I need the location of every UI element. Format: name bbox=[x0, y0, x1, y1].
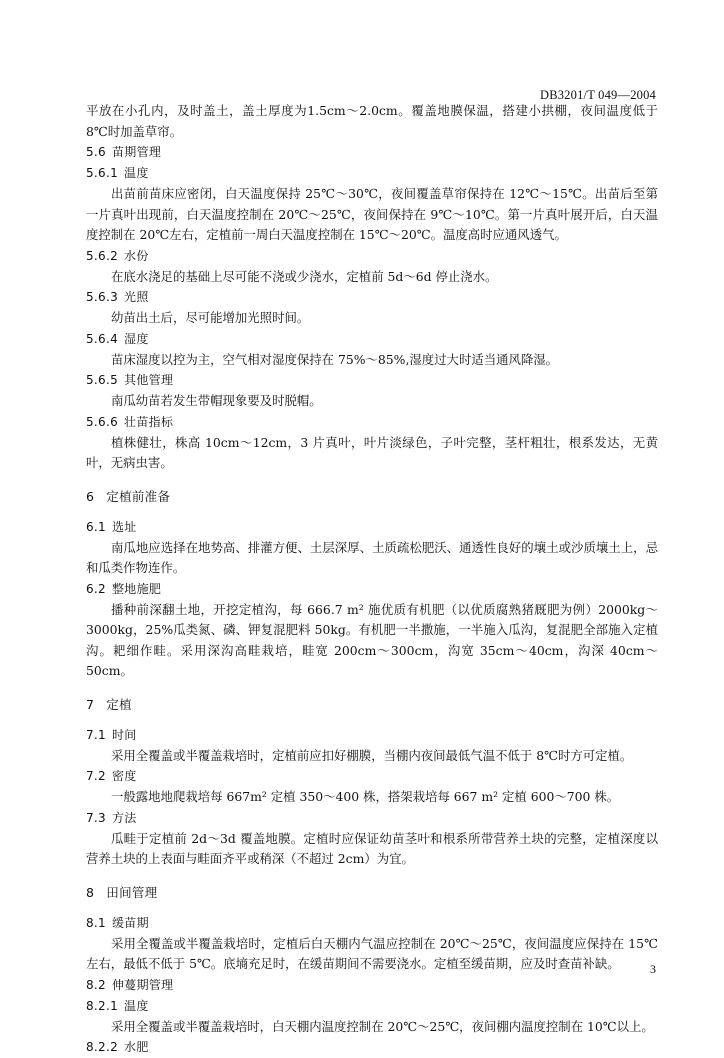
body-paragraph: 采用全覆盖或半覆盖栽培时，白天棚内温度控制在 20℃～25℃，夜间棚内温度控制在 10℃以上。 bbox=[111, 1018, 654, 1034]
heading-title: 水份 bbox=[124, 248, 149, 263]
heading-title: 整地施肥 bbox=[111, 581, 162, 596]
section-heading bbox=[86, 579, 658, 600]
section-heading bbox=[86, 142, 658, 163]
section-heading bbox=[86, 412, 658, 433]
heading-number: 8 bbox=[86, 884, 95, 900]
body-paragraph: 幼苗出土后，尽可能增加光照时间。 bbox=[111, 310, 310, 325]
section-heading bbox=[86, 517, 658, 538]
body-paragraph: 采用全覆盖或半覆盖栽培时，定植前应扣好棚膜，当棚内夜间最低气温不低于 8℃时方可定植。 bbox=[111, 747, 633, 763]
body-paragraph: 平放在小孔内，及时盖土，盖土厚度为1.5cm～2.0cm。覆盖地膜保温，搭建小拱棚，夜间温度低于 8℃时加盖草帘。 bbox=[86, 103, 658, 139]
heading-number: 6.1 bbox=[86, 519, 106, 534]
body-paragraph: 南瓜幼苗若发生带帽现象要及时脱帽。 bbox=[111, 393, 322, 408]
chapter-heading bbox=[86, 882, 658, 903]
heading-number: 5.6.1 bbox=[86, 166, 119, 180]
section-heading bbox=[86, 329, 658, 350]
heading-number: 5.6.2 bbox=[86, 248, 119, 263]
section-heading bbox=[86, 1037, 658, 1058]
chapter-heading bbox=[86, 486, 658, 507]
heading-number: 8.2 bbox=[86, 977, 106, 992]
heading-number: 8.2.2 bbox=[86, 1040, 119, 1054]
heading-title: 定植前准备 bbox=[106, 488, 171, 504]
section-heading bbox=[86, 766, 658, 787]
section-heading bbox=[86, 287, 658, 308]
heading-number: 6.2 bbox=[86, 581, 106, 596]
chapter-heading bbox=[86, 694, 658, 715]
body-paragraph: 在底水浇足的基础上尽可能不浇或少浇水，定植前 5d～6d 停止浇水。 bbox=[111, 268, 498, 284]
heading-title: 湿度 bbox=[124, 331, 149, 346]
document-id-header: DB3201/T 049—2004 bbox=[539, 88, 656, 102]
heading-number: 7.1 bbox=[86, 727, 106, 742]
heading-title: 时间 bbox=[111, 727, 137, 742]
section-heading bbox=[86, 725, 658, 746]
heading-number: 5.6.4 bbox=[86, 331, 119, 346]
body-paragraph: 一般露地地爬栽培每 667m² 定植 350～400 株，搭架栽培每 667 m² 定植 600～700 株。 bbox=[111, 789, 620, 804]
heading-number: 7 bbox=[86, 696, 95, 712]
body-paragraph: 采用全覆盖或半覆盖栽培时，定植后白天棚内气温应控制在 20℃～25℃，夜间温度应保持在 15℃左右，最低不低于 5℃。底墒充足时，在缓苗期间不需要浇水。定植至缓苗期，应及时查苗补缺。 bbox=[86, 935, 658, 971]
section-heading bbox=[86, 808, 658, 829]
heading-number: 5.6.6 bbox=[86, 414, 119, 429]
section-heading bbox=[86, 246, 658, 267]
body-paragraph: 出苗前苗床应密闭，白天温度保持 25℃～30℃，夜间覆盖草帘保持在 12℃～15℃。出苗后至第一片真叶出现前，白天温度控制在 20℃～25℃，夜间保持在 9℃～10℃。第一片真叶展开后，白天温度控制在 20℃左右，定植前一周白天温度控制在 15℃～20℃。温度高时应通风透气。 bbox=[86, 186, 658, 242]
section-heading bbox=[86, 913, 658, 934]
section-heading bbox=[86, 370, 658, 391]
body-paragraph: 播种前深翻土地，开挖定植沟，每 666.7 m² 施优质有机肥（以优质腐熟猪厩肥为例）2000kg～3000kg，25%瓜类氮、磷、钾复混肥料 50kg。有机肥一半撒施，一半施入瓜沟，复混肥全部施入定植沟。耙细作畦。采用深沟高畦栽培，畦宽 200cm～300cm，沟宽 35cm～40cm，沟深 40cm～50cm。 bbox=[86, 601, 658, 678]
document-body bbox=[86, 101, 658, 1058]
heading-number: 7.2 bbox=[86, 769, 106, 783]
heading-number: 5.6.5 bbox=[86, 373, 119, 387]
heading-number: 5.6 bbox=[86, 145, 106, 159]
body-paragraph: 苗床湿度以控为主，空气相对湿度保持在 75%～85%,湿度过大时适当通风降湿。 bbox=[111, 351, 559, 367]
body-paragraph: 瓜畦于定植前 2d～3d 覆盖地膜。定植时应保证幼苗茎叶和根系所带营养土块的完整，定植深度以营养土块的上表面与畦面齐平或稍深（不超过 2cm）为宜。 bbox=[86, 830, 658, 866]
heading-title: 选址 bbox=[111, 519, 137, 534]
heading-title: 方法 bbox=[111, 810, 137, 825]
heading-title: 伸蔓期管理 bbox=[111, 977, 174, 992]
heading-title: 光照 bbox=[124, 290, 149, 304]
heading-title: 水肥 bbox=[124, 1040, 149, 1054]
page-number: 3 bbox=[650, 962, 656, 976]
heading-title: 定植 bbox=[106, 696, 132, 712]
heading-title: 田间管理 bbox=[106, 884, 158, 900]
heading-number: 8.1 bbox=[86, 915, 106, 930]
heading-title: 苗期管理 bbox=[111, 145, 162, 159]
section-heading bbox=[86, 996, 658, 1017]
heading-title: 温度 bbox=[124, 166, 149, 180]
body-paragraph: 植株健壮，株高 10cm～12cm，3 片真叶，叶片淡绿色，子叶完整，茎杆粗壮，根系发达，无黄叶，无病虫害。 bbox=[86, 434, 658, 470]
heading-title: 其他管理 bbox=[124, 373, 174, 387]
heading-title: 壮苗指标 bbox=[124, 414, 174, 429]
section-heading bbox=[86, 163, 658, 184]
section-heading bbox=[86, 975, 658, 996]
heading-title: 缓苗期 bbox=[111, 915, 149, 930]
heading-title: 密度 bbox=[111, 769, 137, 783]
heading-number: 7.3 bbox=[86, 810, 106, 825]
heading-number: 8.2.1 bbox=[86, 998, 119, 1013]
heading-number: 6 bbox=[86, 488, 95, 504]
body-paragraph: 南瓜地应选择在地势高、排灌方便、土层深厚、土质疏松肥沃、通透性良好的壤土或沙质壤土上，忌和瓜类作物连作。 bbox=[86, 539, 658, 575]
heading-number: 5.6.3 bbox=[86, 290, 119, 304]
heading-title: 温度 bbox=[124, 998, 149, 1013]
